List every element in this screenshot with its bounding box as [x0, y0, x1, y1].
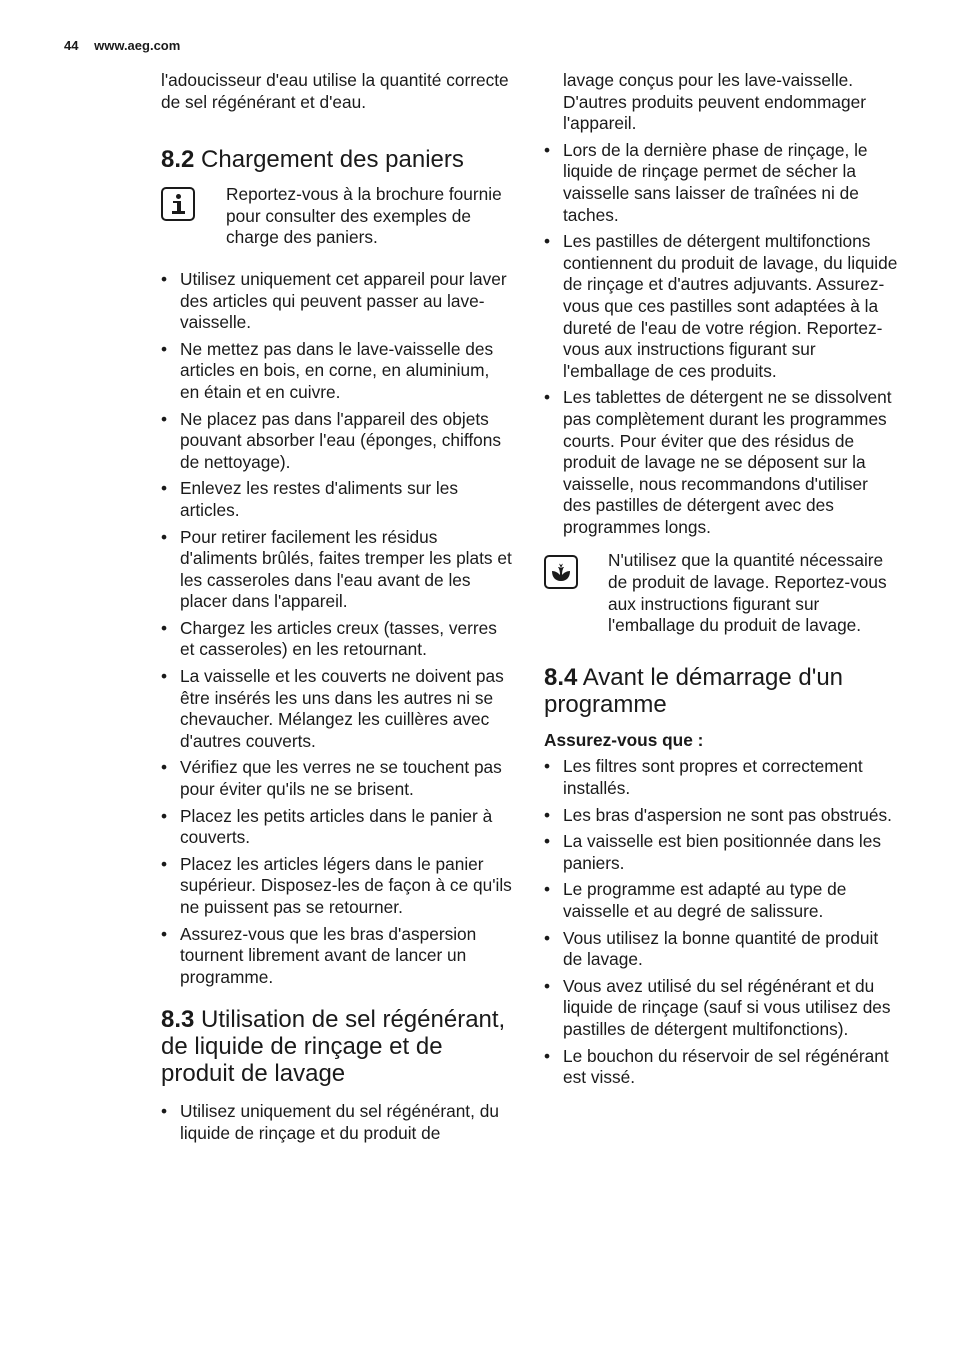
list-item: • La vaisselle et les couverts ne doivent pas être insérés les uns dans les autres ni se chevaucher. Mélangez les cuillères avec d'autres couverts. — [161, 666, 513, 752]
list-item: • Assurez-vous que les bras d'aspersion tournent librement avant de lancer un programme. — [161, 924, 513, 989]
intro-text: l'adoucisseur d'eau utilise la quantité correcte de sel régénérant et d'eau. — [161, 70, 509, 112]
left-column — [161, 70, 513, 1150]
section-8-2-heading — [161, 146, 513, 173]
list-item: • Utilisez uniquement cet appareil pour laver des articles qui peuvent passer au lave-vaisselle. — [161, 269, 513, 334]
section-title: Chargement des paniers — [201, 146, 464, 174]
environment-note — [544, 550, 898, 636]
list-item: • Placez les articles légers dans le panier supérieur. Disposez-les de façon à ce qu'ils ne puissent pas se retourner. — [161, 854, 513, 919]
page-number: 44 — [64, 38, 79, 53]
list-item: • Le bouchon du réservoir de sel régénérant est vissé. — [544, 1046, 898, 1089]
section-title: Avant le démarrage d'un programme — [544, 663, 844, 718]
list-item: • Vous avez utilisé du sel régénérant et du liquide de rinçage (sauf si vous utilisez des pastilles de détergent multifonctions). — [544, 976, 898, 1041]
section-8-3-heading — [161, 1006, 513, 1087]
list-item: • Ne mettez pas dans le lave-vaisselle des articles en bois, en corne, en aluminium, en étain et en cuivre. — [161, 339, 513, 404]
section-number: 8.2 — [161, 146, 195, 174]
continued-text: lavage conçus pour les lave-vaisselle. D'autres produits peuvent endommager l'appareil. — [563, 70, 867, 134]
environment-note-text: N'utilisez que la quantité nécessaire de produit de lavage. Reportez-vous aux instructions figurant sur l'emballage du produit de lavage. — [608, 550, 887, 636]
section-number: 8.4 — [544, 663, 578, 691]
list-item: • Vérifiez que les verres ne se touchent pas pour éviter qu'ils ne se brisent. — [161, 757, 513, 800]
checklist-subheading: Assurez-vous que : — [544, 729, 704, 750]
list-item: • Chargez les articles creux (tasses, verres et casseroles) en les retournant. — [161, 618, 513, 661]
website-url: www.aeg.com — [94, 38, 181, 53]
list-item: • La vaisselle est bien positionnée dans les paniers. — [544, 831, 898, 874]
pre-start-checklist — [544, 756, 898, 1088]
list-item: • Les tablettes de détergent ne se dissolvent pas complètement durant les programmes courts. Pour éviter que des résidus de produit de lavage ne se déposent sur la vaisselle, nous recommandons d'utiliser des pastilles de détergent avec des programmes longs. — [544, 387, 898, 538]
info-icon — [161, 187, 195, 221]
list-item: • Ne placez pas dans l'appareil des objets pouvant absorber l'eau (éponges, chiffons de nettoyage). — [161, 409, 513, 474]
list-item: • Enlevez les restes d'aliments sur les articles. — [161, 478, 513, 521]
detergent-bullet-list — [544, 140, 898, 539]
list-item: • Le programme est adapté au type de vaisselle et au degré de salissure. — [544, 879, 898, 922]
info-note-text: Reportez-vous à la brochure fournie pour consulter des exemples de charge des paniers. — [226, 184, 502, 248]
right-column — [544, 70, 898, 1094]
section-number: 8.3 — [161, 1006, 195, 1034]
environment-leaf-icon — [544, 555, 578, 589]
list-item: • Les bras d'aspersion ne sont pas obstrués. — [544, 805, 898, 827]
list-item: • Placez les petits articles dans le panier à couverts. — [161, 806, 513, 849]
info-note — [161, 184, 513, 249]
list-item: • Les filtres sont propres et correctement installés. — [544, 756, 898, 799]
section-8-4-heading — [544, 664, 898, 718]
usage-bullet-list — [161, 1101, 513, 1144]
list-item: • Les pastilles de détergent multifonctions contiennent du produit de lavage, du liquide de rinçage et d'autres adjuvants. Assurez-vous que ces pastilles sont adaptées à la dureté de l'eau de votre région. Reportez-vous aux instructions figurant sur l'emballage de ces produits. — [544, 231, 898, 382]
page-header — [64, 38, 180, 53]
list-item: • Vous utilisez la bonne quantité de produit de lavage. — [544, 928, 898, 971]
list-item: • Pour retirer facilement les résidus d'aliments brûlés, faites tremper les plats et les casseroles dans l'eau avant de les placer dans l'appareil. — [161, 527, 513, 613]
list-item: • Lors de la dernière phase de rinçage, le liquide de rinçage permet de sécher la vaisselle sans laisser de traînées ni de taches. — [544, 140, 898, 226]
list-item: • Utilisez uniquement du sel régénérant, du liquide de rinçage et du produit de — [161, 1101, 513, 1144]
loading-bullet-list — [161, 269, 513, 988]
section-title: Utilisation de sel régénérant, de liquide de rinçage et de produit de lavage — [161, 1006, 506, 1088]
